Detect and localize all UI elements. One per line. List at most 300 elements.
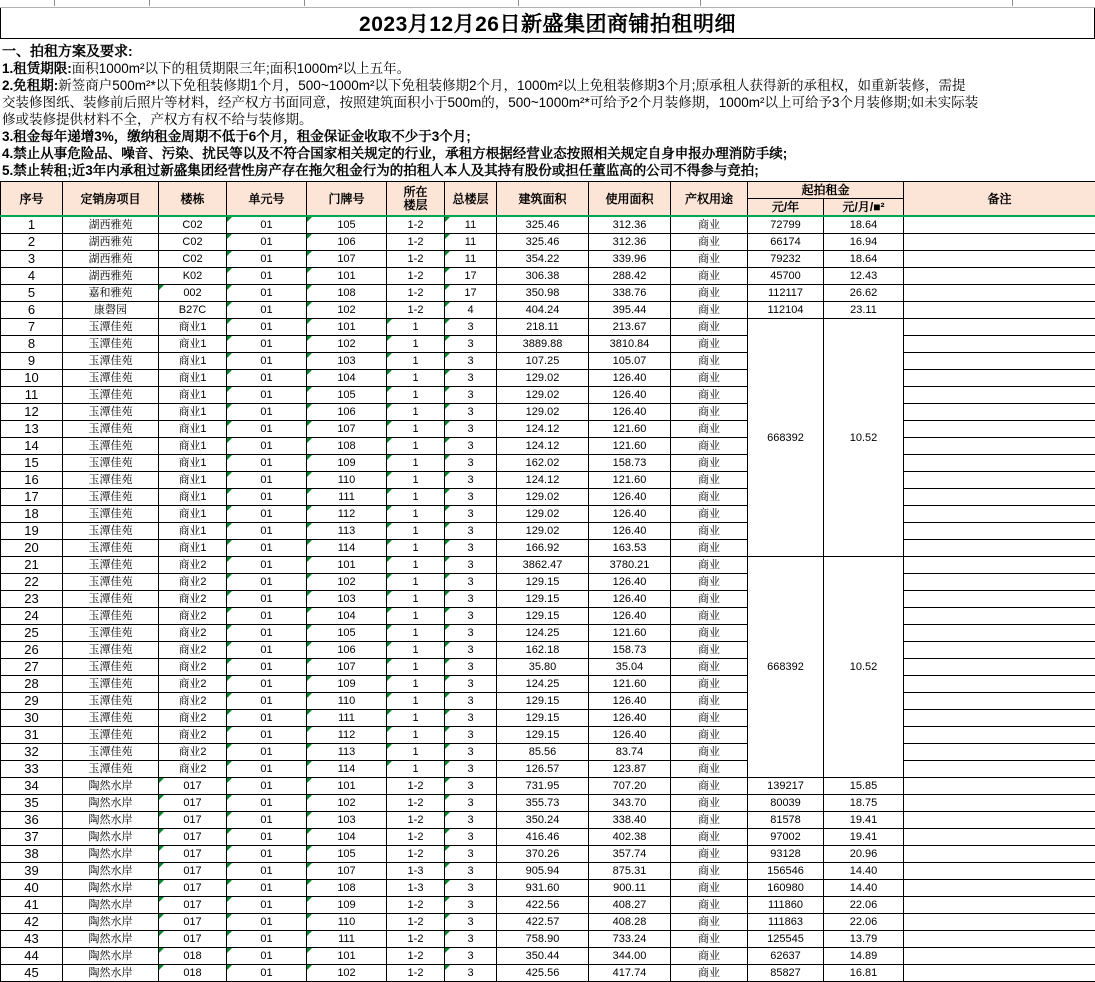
cell-door[interactable]: 109: [307, 676, 387, 693]
cell-usage[interactable]: 商业: [671, 557, 748, 574]
cell-building[interactable]: 商业2: [159, 744, 227, 761]
cell-building[interactable]: 商业2: [159, 761, 227, 778]
cell-rent-month[interactable]: 26.62: [824, 285, 904, 302]
cell-door[interactable]: 103: [307, 812, 387, 829]
col-header-project[interactable]: 定销房项目: [63, 182, 159, 217]
cell-seq[interactable]: 41: [1, 897, 63, 914]
cell-total-floors[interactable]: 3: [445, 931, 497, 948]
cell-project[interactable]: 玉潭佳苑: [63, 608, 159, 625]
cell-built-area[interactable]: 129.15: [497, 710, 589, 727]
cell-total-floors[interactable]: 3: [445, 948, 497, 965]
cell-floor[interactable]: 1-2: [387, 216, 445, 234]
cell-usage[interactable]: 商业: [671, 744, 748, 761]
cell-usable-area[interactable]: 408.28: [589, 914, 671, 931]
cell-built-area[interactable]: 416.46: [497, 829, 589, 846]
cell-usage[interactable]: 商业: [671, 676, 748, 693]
cell-remark[interactable]: [904, 353, 1095, 370]
cell-door[interactable]: 108: [307, 438, 387, 455]
cell-floor[interactable]: 1-2: [387, 302, 445, 319]
cell-total-floors[interactable]: 3: [445, 523, 497, 540]
cell-usable-area[interactable]: 338.76: [589, 285, 671, 302]
cell-building[interactable]: 商业1: [159, 421, 227, 438]
cell-project[interactable]: 玉潭佳苑: [63, 421, 159, 438]
cell-usage[interactable]: 商业: [671, 319, 748, 336]
cell-floor[interactable]: 1: [387, 676, 445, 693]
cell-door[interactable]: 110: [307, 693, 387, 710]
cell-usable-area[interactable]: 126.40: [589, 404, 671, 421]
cell-unit[interactable]: 01: [227, 642, 307, 659]
cell-built-area[interactable]: 3862.47: [497, 557, 589, 574]
cell-built-area[interactable]: 129.02: [497, 370, 589, 387]
cell-remark[interactable]: [904, 319, 1095, 336]
cell-usable-area[interactable]: 121.60: [589, 438, 671, 455]
cell-built-area[interactable]: 350.24: [497, 812, 589, 829]
cell-door[interactable]: 110: [307, 472, 387, 489]
cell-building[interactable]: K02: [159, 268, 227, 285]
col-header-building[interactable]: 楼栋: [159, 182, 227, 217]
cell-seq[interactable]: 30: [1, 710, 63, 727]
cell-seq[interactable]: 9: [1, 353, 63, 370]
cell-door[interactable]: 102: [307, 302, 387, 319]
cell-floor[interactable]: 1-2: [387, 778, 445, 795]
cell-total-floors[interactable]: 3: [445, 353, 497, 370]
cell-project[interactable]: 嘉和雅苑: [63, 285, 159, 302]
cell-usage[interactable]: 商业: [671, 863, 748, 880]
cell-floor[interactable]: 1: [387, 523, 445, 540]
cell-built-area[interactable]: 425.56: [497, 965, 589, 982]
cell-door[interactable]: 101: [307, 557, 387, 574]
cell-building[interactable]: 017: [159, 795, 227, 812]
cell-project[interactable]: 陶然水岸: [63, 948, 159, 965]
cell-total-floors[interactable]: 3: [445, 829, 497, 846]
cell-rent-month[interactable]: 22.06: [824, 897, 904, 914]
cell-usable-area[interactable]: 126.40: [589, 523, 671, 540]
cell-total-floors[interactable]: 3: [445, 625, 497, 642]
cell-built-area[interactable]: 404.24: [497, 302, 589, 319]
cell-project[interactable]: 玉潭佳苑: [63, 404, 159, 421]
cell-built-area[interactable]: 931.60: [497, 880, 589, 897]
cell-remark[interactable]: [904, 387, 1095, 404]
cell-door[interactable]: 113: [307, 523, 387, 540]
cell-total-floors[interactable]: 3: [445, 489, 497, 506]
cell-seq[interactable]: 25: [1, 625, 63, 642]
cell-project[interactable]: 陶然水岸: [63, 795, 159, 812]
col-header-rent-month[interactable]: 元/月/■²: [824, 199, 904, 217]
cell-building[interactable]: 商业1: [159, 438, 227, 455]
cell-rent-month[interactable]: 13.79: [824, 931, 904, 948]
cell-project[interactable]: 玉潭佳苑: [63, 336, 159, 353]
cell-usable-area[interactable]: 83.74: [589, 744, 671, 761]
cell-project[interactable]: 康磬园: [63, 302, 159, 319]
cell-project[interactable]: 玉潭佳苑: [63, 625, 159, 642]
cell-unit[interactable]: 01: [227, 353, 307, 370]
cell-usable-area[interactable]: 875.31: [589, 863, 671, 880]
cell-remark[interactable]: [904, 251, 1095, 268]
cell-remark[interactable]: [904, 523, 1095, 540]
cell-seq[interactable]: 36: [1, 812, 63, 829]
cell-usable-area[interactable]: 402.38: [589, 829, 671, 846]
cell-remark[interactable]: [904, 642, 1095, 659]
cell-seq[interactable]: 33: [1, 761, 63, 778]
cell-total-floors[interactable]: 3: [445, 778, 497, 795]
cell-usable-area[interactable]: 121.60: [589, 676, 671, 693]
cell-total-floors[interactable]: 17: [445, 285, 497, 302]
cell-door[interactable]: 102: [307, 795, 387, 812]
cell-built-area[interactable]: 422.57: [497, 914, 589, 931]
cell-usage[interactable]: 商业: [671, 455, 748, 472]
cell-total-floors[interactable]: 3: [445, 710, 497, 727]
cell-unit[interactable]: 01: [227, 404, 307, 421]
cell-project[interactable]: 湖西雅苑: [63, 234, 159, 251]
cell-built-area[interactable]: 85.56: [497, 744, 589, 761]
cell-project[interactable]: 玉潭佳苑: [63, 438, 159, 455]
cell-unit[interactable]: 01: [227, 285, 307, 302]
cell-usage[interactable]: 商业: [671, 506, 748, 523]
cell-unit[interactable]: 01: [227, 846, 307, 863]
cell-seq[interactable]: 16: [1, 472, 63, 489]
cell-building[interactable]: 商业1: [159, 455, 227, 472]
cell-rent-month[interactable]: 14.89: [824, 948, 904, 965]
cell-remark[interactable]: [904, 302, 1095, 319]
cell-total-floors[interactable]: 17: [445, 268, 497, 285]
cell-project[interactable]: 玉潭佳苑: [63, 506, 159, 523]
cell-building[interactable]: 商业1: [159, 370, 227, 387]
cell-remark[interactable]: [904, 931, 1095, 948]
cell-total-floors[interactable]: 3: [445, 897, 497, 914]
cell-usable-area[interactable]: 395.44: [589, 302, 671, 319]
cell-seq[interactable]: 40: [1, 880, 63, 897]
cell-usage[interactable]: 商业: [671, 574, 748, 591]
cell-door[interactable]: 105: [307, 846, 387, 863]
cell-rent-month[interactable]: 15.85: [824, 778, 904, 795]
cell-usable-area[interactable]: 126.40: [589, 591, 671, 608]
cell-building[interactable]: 商业1: [159, 540, 227, 557]
cell-total-floors[interactable]: 3: [445, 438, 497, 455]
cell-seq[interactable]: 34: [1, 778, 63, 795]
cell-floor[interactable]: 1: [387, 659, 445, 676]
cell-remark[interactable]: [904, 761, 1095, 778]
cell-built-area[interactable]: 325.46: [497, 234, 589, 251]
cell-project[interactable]: 玉潭佳苑: [63, 370, 159, 387]
cell-door[interactable]: 109: [307, 455, 387, 472]
cell-remark[interactable]: [904, 421, 1095, 438]
cell-unit[interactable]: 01: [227, 812, 307, 829]
cell-unit[interactable]: 01: [227, 863, 307, 880]
cell-remark[interactable]: [904, 557, 1095, 574]
cell-project[interactable]: 玉潭佳苑: [63, 761, 159, 778]
cell-rent-year[interactable]: 45700: [748, 268, 824, 285]
cell-unit[interactable]: 01: [227, 438, 307, 455]
cell-rent-month[interactable]: 10.52: [824, 557, 904, 778]
cell-usage[interactable]: 商业: [671, 846, 748, 863]
col-header-usage[interactable]: 产权用途: [671, 182, 748, 217]
cell-remark[interactable]: [904, 404, 1095, 421]
cell-floor[interactable]: 1: [387, 557, 445, 574]
cell-door[interactable]: 111: [307, 931, 387, 948]
cell-seq[interactable]: 42: [1, 914, 63, 931]
cell-seq[interactable]: 7: [1, 319, 63, 336]
cell-unit[interactable]: 01: [227, 659, 307, 676]
cell-unit[interactable]: 01: [227, 506, 307, 523]
cell-door[interactable]: 107: [307, 659, 387, 676]
cell-project[interactable]: 玉潭佳苑: [63, 642, 159, 659]
cell-usage[interactable]: 商业: [671, 285, 748, 302]
cell-remark[interactable]: [904, 370, 1095, 387]
cell-project[interactable]: 陶然水岸: [63, 965, 159, 982]
cell-remark[interactable]: [904, 744, 1095, 761]
cell-remark[interactable]: [904, 948, 1095, 965]
cell-floor[interactable]: 1-2: [387, 234, 445, 251]
cell-unit[interactable]: 01: [227, 234, 307, 251]
cell-usable-area[interactable]: 163.53: [589, 540, 671, 557]
cell-door[interactable]: 104: [307, 829, 387, 846]
cell-usage[interactable]: 商业: [671, 523, 748, 540]
cell-rent-month[interactable]: 16.81: [824, 965, 904, 982]
cell-door[interactable]: 108: [307, 285, 387, 302]
cell-usage[interactable]: 商业: [671, 216, 748, 234]
cell-floor[interactable]: 1-2: [387, 812, 445, 829]
cell-project[interactable]: 陶然水岸: [63, 897, 159, 914]
cell-usable-area[interactable]: 3780.21: [589, 557, 671, 574]
cell-floor[interactable]: 1-2: [387, 795, 445, 812]
cell-door[interactable]: 110: [307, 914, 387, 931]
cell-floor[interactable]: 1-2: [387, 829, 445, 846]
cell-floor[interactable]: 1: [387, 353, 445, 370]
cell-usable-area[interactable]: 126.40: [589, 387, 671, 404]
cell-usable-area[interactable]: 123.87: [589, 761, 671, 778]
cell-door[interactable]: 111: [307, 710, 387, 727]
cell-rent-year[interactable]: 668392: [748, 557, 824, 778]
cell-total-floors[interactable]: 3: [445, 387, 497, 404]
cell-unit[interactable]: 01: [227, 744, 307, 761]
cell-project[interactable]: 湖西雅苑: [63, 251, 159, 268]
cell-floor[interactable]: 1-2: [387, 965, 445, 982]
cell-total-floors[interactable]: 3: [445, 659, 497, 676]
cell-project[interactable]: 玉潭佳苑: [63, 353, 159, 370]
cell-door[interactable]: 107: [307, 863, 387, 880]
cell-project[interactable]: 湖西雅苑: [63, 268, 159, 285]
cell-usage[interactable]: 商业: [671, 812, 748, 829]
cell-project[interactable]: 陶然水岸: [63, 829, 159, 846]
cell-seq[interactable]: 2: [1, 234, 63, 251]
cell-floor[interactable]: 1-2: [387, 251, 445, 268]
cell-total-floors[interactable]: 3: [445, 608, 497, 625]
cell-total-floors[interactable]: 3: [445, 914, 497, 931]
cell-unit[interactable]: 01: [227, 540, 307, 557]
cell-building[interactable]: 商业2: [159, 574, 227, 591]
cell-usable-area[interactable]: 707.20: [589, 778, 671, 795]
cell-total-floors[interactable]: 3: [445, 336, 497, 353]
cell-unit[interactable]: 01: [227, 727, 307, 744]
cell-project[interactable]: 玉潭佳苑: [63, 591, 159, 608]
cell-remark[interactable]: [904, 693, 1095, 710]
cell-built-area[interactable]: 422.56: [497, 897, 589, 914]
cell-usage[interactable]: 商业: [671, 251, 748, 268]
cell-building[interactable]: 商业1: [159, 404, 227, 421]
cell-project[interactable]: 玉潭佳苑: [63, 523, 159, 540]
cell-project[interactable]: 陶然水岸: [63, 863, 159, 880]
cell-unit[interactable]: 01: [227, 557, 307, 574]
cell-built-area[interactable]: 350.98: [497, 285, 589, 302]
cell-door[interactable]: 107: [307, 421, 387, 438]
cell-usable-area[interactable]: 339.96: [589, 251, 671, 268]
cell-seq[interactable]: 38: [1, 846, 63, 863]
cell-seq[interactable]: 19: [1, 523, 63, 540]
cell-rent-month[interactable]: 19.41: [824, 812, 904, 829]
cell-remark[interactable]: [904, 216, 1095, 234]
cell-unit[interactable]: 01: [227, 302, 307, 319]
cell-usage[interactable]: 商业: [671, 472, 748, 489]
cell-unit[interactable]: 01: [227, 472, 307, 489]
cell-building[interactable]: C02: [159, 216, 227, 234]
cell-usable-area[interactable]: 3810.84: [589, 336, 671, 353]
cell-door[interactable]: 114: [307, 761, 387, 778]
cell-usage[interactable]: 商业: [671, 642, 748, 659]
cell-building[interactable]: 商业2: [159, 676, 227, 693]
cell-building[interactable]: C02: [159, 234, 227, 251]
cell-building[interactable]: 017: [159, 778, 227, 795]
cell-usage[interactable]: 商业: [671, 693, 748, 710]
cell-built-area[interactable]: 325.46: [497, 216, 589, 234]
cell-total-floors[interactable]: 3: [445, 421, 497, 438]
cell-remark[interactable]: [904, 472, 1095, 489]
cell-usable-area[interactable]: 35.04: [589, 659, 671, 676]
cell-rent-year[interactable]: 85827: [748, 965, 824, 982]
cell-seq[interactable]: 12: [1, 404, 63, 421]
cell-floor[interactable]: 1: [387, 455, 445, 472]
cell-door[interactable]: 105: [307, 216, 387, 234]
cell-building[interactable]: 商业2: [159, 710, 227, 727]
cell-building[interactable]: 商业2: [159, 727, 227, 744]
cell-rent-year[interactable]: 93128: [748, 846, 824, 863]
cell-usage[interactable]: 商业: [671, 540, 748, 557]
cell-floor[interactable]: 1: [387, 625, 445, 642]
cell-remark[interactable]: [904, 591, 1095, 608]
cell-door[interactable]: 102: [307, 574, 387, 591]
cell-usable-area[interactable]: 126.40: [589, 574, 671, 591]
cell-usage[interactable]: 商业: [671, 336, 748, 353]
cell-remark[interactable]: [904, 336, 1095, 353]
cell-door[interactable]: 104: [307, 608, 387, 625]
cell-building[interactable]: 018: [159, 965, 227, 982]
cell-building[interactable]: 017: [159, 880, 227, 897]
cell-floor[interactable]: 1: [387, 710, 445, 727]
cell-building[interactable]: 商业2: [159, 659, 227, 676]
cell-built-area[interactable]: 129.15: [497, 693, 589, 710]
cell-total-floors[interactable]: 3: [445, 557, 497, 574]
cell-remark[interactable]: [904, 268, 1095, 285]
cell-usage[interactable]: 商业: [671, 438, 748, 455]
cell-remark[interactable]: [904, 965, 1095, 982]
cell-door[interactable]: 101: [307, 948, 387, 965]
cell-usage[interactable]: 商业: [671, 761, 748, 778]
cell-total-floors[interactable]: 3: [445, 795, 497, 812]
cell-project[interactable]: 玉潭佳苑: [63, 472, 159, 489]
cell-remark[interactable]: [904, 489, 1095, 506]
cell-usable-area[interactable]: 900.11: [589, 880, 671, 897]
cell-usable-area[interactable]: 158.73: [589, 455, 671, 472]
cell-usage[interactable]: 商业: [671, 234, 748, 251]
cell-remark[interactable]: [904, 608, 1095, 625]
cell-project[interactable]: 玉潭佳苑: [63, 455, 159, 472]
cell-remark[interactable]: [904, 914, 1095, 931]
cell-unit[interactable]: 01: [227, 421, 307, 438]
cell-rent-year[interactable]: 125545: [748, 931, 824, 948]
cell-building[interactable]: 017: [159, 846, 227, 863]
cell-seq[interactable]: 39: [1, 863, 63, 880]
cell-floor[interactable]: 1-2: [387, 914, 445, 931]
cell-seq[interactable]: 14: [1, 438, 63, 455]
cell-door[interactable]: 109: [307, 897, 387, 914]
cell-rent-month[interactable]: 23.11: [824, 302, 904, 319]
cell-usage[interactable]: 商业: [671, 778, 748, 795]
cell-unit[interactable]: 01: [227, 336, 307, 353]
cell-total-floors[interactable]: 3: [445, 472, 497, 489]
cell-built-area[interactable]: 354.22: [497, 251, 589, 268]
cell-usable-area[interactable]: 733.24: [589, 931, 671, 948]
cell-unit[interactable]: 01: [227, 591, 307, 608]
cell-floor[interactable]: 1: [387, 370, 445, 387]
cell-built-area[interactable]: 3889.88: [497, 336, 589, 353]
cell-seq[interactable]: 24: [1, 608, 63, 625]
col-header-built-area[interactable]: 建筑面积: [497, 182, 589, 217]
cell-usage[interactable]: 商业: [671, 591, 748, 608]
cell-project[interactable]: 玉潭佳苑: [63, 387, 159, 404]
cell-project[interactable]: 玉潭佳苑: [63, 676, 159, 693]
cell-door[interactable]: 113: [307, 744, 387, 761]
cell-building[interactable]: B27C: [159, 302, 227, 319]
cell-built-area[interactable]: 124.25: [497, 676, 589, 693]
cell-remark[interactable]: [904, 846, 1095, 863]
cell-built-area[interactable]: 129.02: [497, 506, 589, 523]
cell-built-area[interactable]: 124.25: [497, 625, 589, 642]
cell-seq[interactable]: 31: [1, 727, 63, 744]
cell-built-area[interactable]: 129.02: [497, 387, 589, 404]
col-header-usable-area[interactable]: 使用面积: [589, 182, 671, 217]
cell-floor[interactable]: 1-2: [387, 285, 445, 302]
cell-unit[interactable]: 01: [227, 676, 307, 693]
cell-rent-year[interactable]: 97002: [748, 829, 824, 846]
cell-floor[interactable]: 1: [387, 506, 445, 523]
cell-seq[interactable]: 11: [1, 387, 63, 404]
cell-total-floors[interactable]: 3: [445, 965, 497, 982]
cell-floor[interactable]: 1-2: [387, 948, 445, 965]
cell-built-area[interactable]: 129.15: [497, 727, 589, 744]
cell-floor[interactable]: 1: [387, 421, 445, 438]
cell-floor[interactable]: 1: [387, 489, 445, 506]
cell-unit[interactable]: 01: [227, 489, 307, 506]
cell-remark[interactable]: [904, 863, 1095, 880]
cell-built-area[interactable]: 355.73: [497, 795, 589, 812]
cell-built-area[interactable]: 129.15: [497, 574, 589, 591]
cell-usable-area[interactable]: 408.27: [589, 897, 671, 914]
cell-built-area[interactable]: 129.15: [497, 608, 589, 625]
cell-usable-area[interactable]: 126.40: [589, 727, 671, 744]
cell-total-floors[interactable]: 3: [445, 404, 497, 421]
cell-project[interactable]: 陶然水岸: [63, 880, 159, 897]
cell-built-area[interactable]: 350.44: [497, 948, 589, 965]
cell-seq[interactable]: 23: [1, 591, 63, 608]
cell-project[interactable]: 玉潭佳苑: [63, 557, 159, 574]
cell-door[interactable]: 106: [307, 234, 387, 251]
cell-rent-year[interactable]: 111860: [748, 897, 824, 914]
cell-built-area[interactable]: 107.25: [497, 353, 589, 370]
cell-usable-area[interactable]: 105.07: [589, 353, 671, 370]
cell-floor[interactable]: 1: [387, 727, 445, 744]
cell-usable-area[interactable]: 121.60: [589, 472, 671, 489]
cell-floor[interactable]: 1-3: [387, 880, 445, 897]
col-header-seq[interactable]: 序号: [1, 182, 63, 217]
